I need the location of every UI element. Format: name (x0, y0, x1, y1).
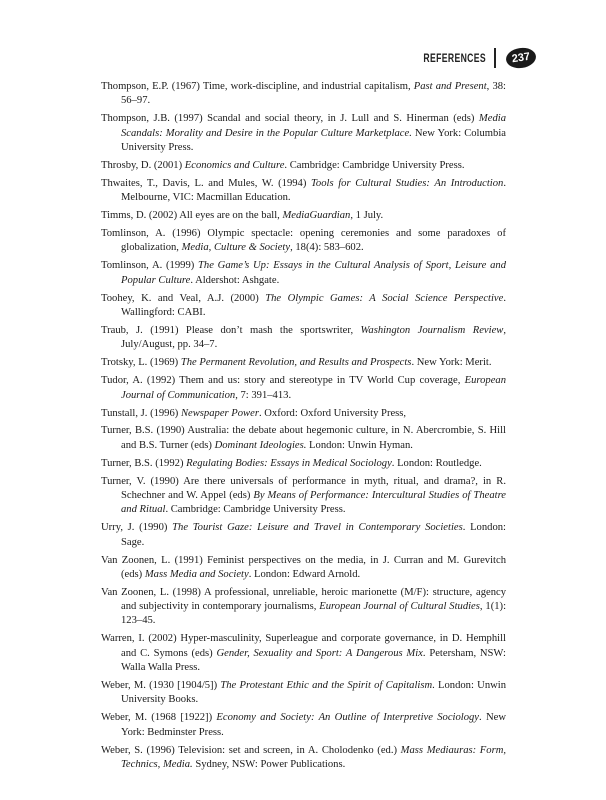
reference-list (101, 80, 506, 776)
reference-entry (101, 457, 506, 471)
reference-text: , July/August, pp. 34–7. (121, 324, 507, 351)
section-title: REFERENCES (423, 51, 486, 65)
reference-text: , 38: 56–97. (121, 81, 506, 107)
reference-entry (101, 475, 506, 518)
reference-entry (101, 356, 506, 370)
reference-text: Thompson, J.B. (1997) Scandal and social theory, in J. Lull and S. Hinerman (eds) (101, 113, 479, 125)
reference-text: Tunstall, J. (1996) (101, 407, 181, 419)
reference-text: Tomlinson, A. (1996) Olympic spectacle: opening ceremonies and some paradoxes of globalization, (101, 228, 506, 254)
reference-text: Turner, B.S. (1990) Australia: the debate about hegemonic culture, in N. Abercrombie, S. Hill and B.S. Turner (eds) (101, 425, 506, 451)
reference-text: . Oxford: Oxford University Press, (258, 407, 407, 419)
reference-text: Traub, J. (1991) Please don’t mash the sportswriter, (101, 324, 361, 336)
reference-title: The Permanent Revolution, and Results and Prospects (180, 357, 412, 369)
reference-text: . London: Edward Arnold. (248, 568, 361, 580)
reference-entry (101, 679, 506, 708)
reference-title: The Game’s Up: Essays in the Cultural Analysis of Sport, Leisure and Popular Culture (121, 260, 507, 286)
reference-text: . New York: Merit. (411, 357, 492, 369)
reference-entry (101, 259, 506, 288)
reference-title: MediaGuardian (282, 210, 351, 222)
reference-text: Throsby, D. (2001) (101, 159, 185, 171)
reference-text: New York: Columbia University Press. (121, 127, 506, 153)
reference-entry (101, 586, 506, 629)
reference-text: Tudor, A. (1992) Them and us: story and stereotype in TV World Cup coverage, (101, 375, 465, 387)
header-divider (494, 48, 496, 68)
reference-title: Newspaper Power (180, 407, 259, 419)
reference-text: , 7: 391–413. (235, 389, 292, 401)
reference-text: . Wallingford: CABI. (121, 292, 506, 318)
reference-text: . Aldershot: Ashgate. (190, 274, 280, 286)
reference-text: . New York: Bedminster Press. (121, 712, 506, 738)
reference-text: Weber, S. (1996) Television: set and screen, in A. Cholodenko (ed.) (101, 744, 401, 756)
reference-text: , 18(4): 583–602. (290, 242, 364, 254)
page-number-badge: 237 (505, 46, 537, 70)
reference-entry (101, 324, 506, 353)
reference-text: . London: Unwin University Books. (121, 680, 507, 706)
reference-text: Weber, M. (1968 [1922]) (101, 712, 217, 724)
reference-text: Timms, D. (2002) All eyes are on the ball, (101, 210, 283, 222)
reference-entry (101, 374, 506, 403)
reference-title: European Journal of Cultural Studies (319, 601, 480, 613)
reference-title: Dominant Ideologies. (214, 439, 307, 451)
reference-entry (101, 744, 506, 773)
reference-text: Trotsky, L. (1969) (101, 357, 181, 369)
reference-title: Economics and Culture (184, 159, 285, 171)
reference-text: Turner, B.S. (1992) (101, 457, 187, 469)
reference-text: Van Zoonen, L. (1991) Feminist perspectives on the media, in J. Curran and M. Gurevitch (eds) (101, 554, 506, 580)
reference-title: Mass Media and Society (144, 568, 249, 580)
reference-text: Weber, M. (1930 [1904/5]) (101, 680, 221, 692)
reference-text: . London: Sage. (121, 522, 506, 548)
reference-text: Turner, V. (1990) Are there universals of performance in myth, ritual, and drama?, in R. Schechner and W. Appel (eds) (101, 475, 506, 502)
reference-entry (101, 407, 506, 421)
reference-text: . Petersham, NSW: Walla Walla Press. (121, 647, 506, 674)
reference-entry (101, 424, 506, 453)
reference-text: Van Zoonen, L. (1998) A professional, unreliable, heroic marionette (M/F): structure, agency and subjectivity in contemporary journalisms, (101, 586, 506, 613)
reference-title: By Means of Performance: Intercultural Studies of Theatre and Ritual (121, 490, 506, 516)
reference-title: The Tourist Gaze: Leisure and Travel in Contemporary Societies (172, 522, 463, 534)
reference-entry (101, 521, 506, 550)
reference-text: Urry, J. (1990) (101, 522, 173, 534)
reference-entry (101, 80, 506, 109)
reference-entry (101, 554, 506, 583)
reference-entry (101, 292, 506, 321)
reference-text: . Melbourne, VIC: Macmillan Education. (121, 177, 506, 204)
reference-text: Tomlinson, A. (1999) (101, 260, 199, 272)
reference-entry (101, 227, 506, 256)
reference-title: Media Scandals: Morality and Desire in the Popular Culture Marketplace. (121, 113, 506, 139)
reference-text: Warren, I. (2002) Hyper-masculinity, Superleague and corporate governance, in D. Hemphill and C. Symons (eds) (101, 633, 506, 659)
reference-text: Thwaites, T., Davis, L. and Mules, W. (1994) (101, 177, 312, 189)
reference-text: , 1(1): 123–45. (121, 601, 507, 627)
running-header (399, 48, 536, 68)
reference-entry (101, 209, 506, 223)
reference-text: , 1 July. (350, 210, 384, 222)
reference-entry (101, 177, 506, 206)
reference-text: London: Unwin Hyman. (306, 439, 413, 451)
reference-title: Mass Mediauras: Form, Technics, Media. (121, 744, 506, 770)
reference-title: Economy and Society: An Outline of Interpretive Sociology (216, 712, 480, 724)
reference-text: Thompson, E.P. (1967) Time, work-discipline, and industrial capitalism, (101, 81, 414, 92)
reference-text: . Cambridge: Cambridge University Press. (284, 159, 465, 171)
reference-text: . Cambridge: Cambridge University Press. (165, 504, 346, 516)
reference-title: Regulating Bodies: Essays in Medical Sociology (186, 457, 392, 469)
reference-entry (101, 711, 506, 740)
reference-entry (101, 159, 506, 173)
reference-text: Sydney, NSW: Power Publications. (192, 758, 346, 770)
reference-title: Washington Journalism Review (360, 324, 504, 336)
reference-title: The Olympic Games: A Social Science Perspective (265, 292, 504, 304)
reference-title: The Protestant Ethic and the Spirit of Capitalism (220, 680, 433, 692)
reference-title: Past and Present (413, 81, 487, 92)
reference-title: Media, Culture & Society (181, 242, 291, 254)
reference-title: Gender, Sexuality and Sport: A Dangerous Mix (216, 647, 423, 659)
reference-title: Tools for Cultural Studies: An Introduction (311, 177, 504, 189)
reference-text: . London: Routledge. (391, 457, 482, 469)
reference-entry (101, 112, 506, 155)
reference-title: European Journal of Communication (121, 375, 506, 401)
reference-entry (101, 632, 506, 675)
reference-text: Toohey, K. and Veal, A.J. (2000) (101, 292, 266, 304)
